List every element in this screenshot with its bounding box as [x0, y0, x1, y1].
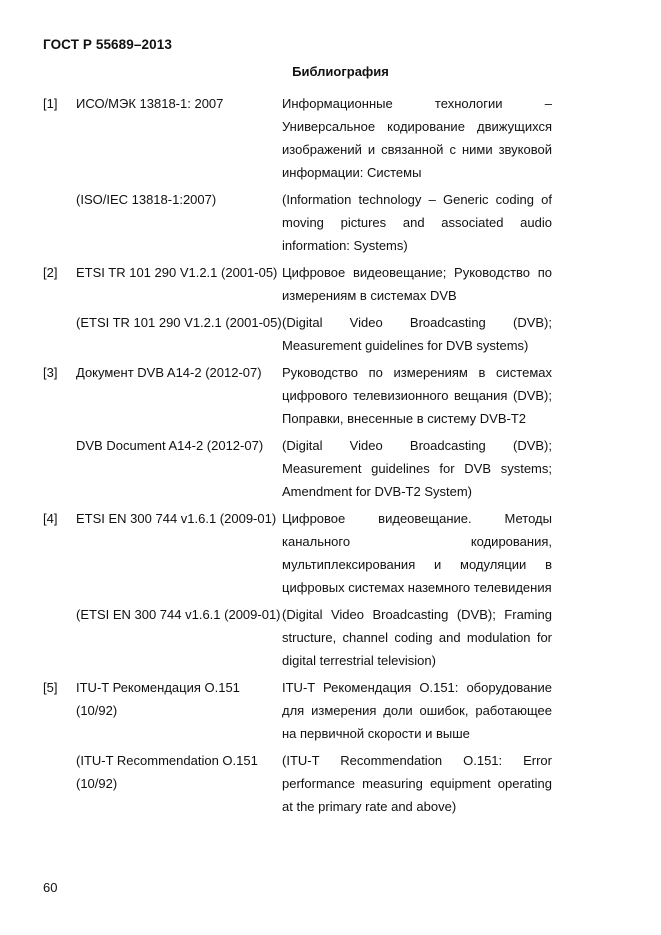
entry-description: (Digital Video Broadcasting (DVB); Measurement guidelines for DVB systems; Amendment for DVB-T2 System) [282, 438, 552, 499]
entry-source: ETSI TR 101 290 V1.2.1 (2001-05) [76, 265, 278, 280]
entry-number: [4] [43, 511, 58, 526]
entry-source: (ETSI TR 101 290 V1.2.1 (2001-05) [76, 315, 282, 330]
entry-description: ITU-T Рекомендация O.151: оборудование для измерения доли ошибок, работающее на первичной скорости и выше [282, 680, 552, 741]
page-number: 60 [43, 880, 58, 895]
bibliography-entry-2 [43, 261, 552, 307]
entry-number: [1] [43, 96, 58, 111]
entry-number [43, 603, 76, 672]
entry-source: (ETSI EN 300 744 v1.6.1 (2009-01) [76, 607, 281, 622]
entry-number: [2] [43, 265, 58, 280]
bibliography-entry-4-translation [43, 603, 552, 672]
entry-number: [3] [43, 365, 58, 380]
entry-description: (Digital Video Broadcasting (DVB); Measurement guidelines for DVB systems) [282, 315, 552, 353]
bibliography-list [43, 92, 552, 822]
bibliography-entry-2-translation [43, 311, 552, 357]
entry-source: (ITU-T Recommendation O.151 (10/92) [76, 753, 258, 791]
entry-number: [5] [43, 680, 58, 695]
entry-source: DVB Document A14-2 (2012-07) [76, 438, 264, 453]
bibliography-entry-3 [43, 361, 552, 430]
entry-source: ИСО/МЭК 13818-1: 2007 [76, 96, 224, 111]
entry-source: ITU-T Рекомендация O.151 (10/92) [76, 680, 240, 718]
entry-number [43, 188, 76, 257]
section-title: Библиография [292, 64, 389, 79]
bibliography-entry-5 [43, 676, 552, 745]
bibliography-entry-1 [43, 92, 552, 184]
bibliography-entry-3-translation [43, 434, 552, 503]
document-code: ГОСТ Р 55689–2013 [43, 37, 172, 52]
entry-source: Документ DVB A14-2 (2012-07) [76, 365, 262, 380]
entry-source: ETSI EN 300 744 v1.6.1 (2009-01) [76, 511, 277, 526]
entry-description: Информационные технологии – Универсальное кодирование движущихся изображений и связанной с ними звуковой информации: Системы [282, 96, 552, 180]
bibliography-entry-1-translation [43, 188, 552, 257]
entry-description: (Information technology – Generic coding of moving pictures and associated audio information: Systems) [282, 192, 552, 253]
entry-description: Цифровое видеовещание; Руководство по измерениям в системах DVB [282, 265, 552, 303]
entry-number [43, 749, 76, 818]
entry-source: (ISO/IEC 13818-1:2007) [76, 192, 217, 207]
entry-number [43, 434, 76, 503]
bibliography-entry-4 [43, 507, 552, 599]
entry-number [43, 311, 76, 357]
entry-description: Цифровое видеовещание. Методы канального кодирования, мультиплексирования и модуляции в цифровых системах наземного телевидения [282, 511, 552, 595]
entry-description: (Digital Video Broadcasting (DVB); Framing structure, channel coding and modulation for digital terrestrial television) [282, 607, 552, 668]
bibliography-entry-5-translation [43, 749, 552, 818]
entry-description: (ITU-T Recommendation O.151: Error performance measuring equipment operating at the primary rate and above) [282, 753, 552, 814]
entry-description: Руководство по измерениям в системах цифрового телевизионного вещания (DVB); Поправки, внесенные в систему DVB-T2 [282, 365, 552, 426]
